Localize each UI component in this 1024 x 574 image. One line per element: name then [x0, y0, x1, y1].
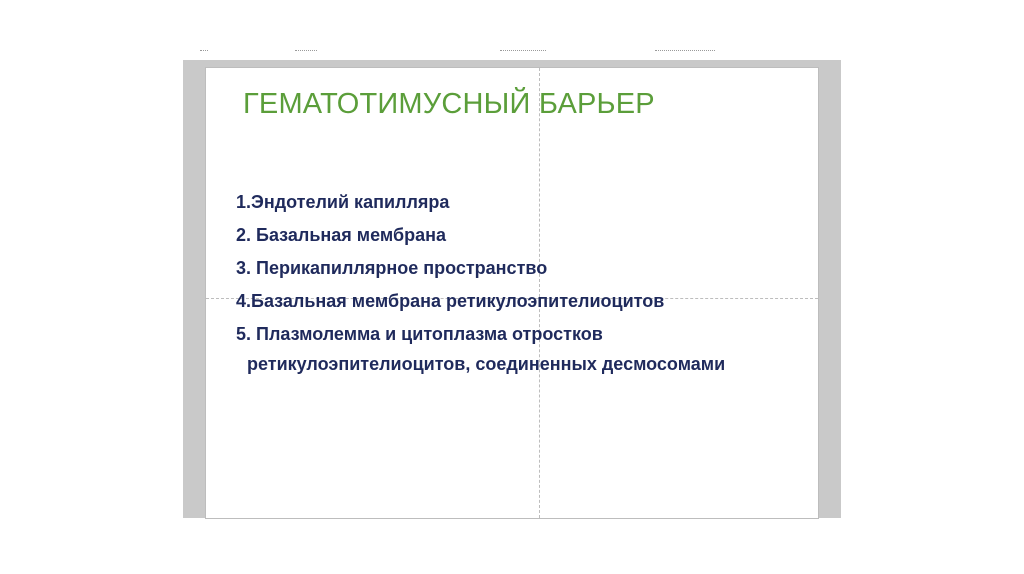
ruler-tick — [655, 50, 715, 55]
list-item — [236, 318, 725, 377]
list-item — [236, 285, 725, 318]
list-item-text: 3. Перикапиллярное пространство — [236, 258, 548, 278]
ruler-tick — [295, 50, 317, 55]
list-item-text: 1.Эндотелий капилляра — [236, 192, 450, 212]
list-item — [236, 186, 725, 219]
list-item-text: 5. Плазмолемма и цитоплазма отростков — [236, 324, 603, 344]
list-item — [236, 252, 725, 285]
list-item-text: 4.Базальная мембрана ретикулоэпителиоцитов — [236, 291, 665, 311]
list-item — [236, 219, 725, 252]
ruler-marks — [200, 50, 720, 58]
ruler-tick — [500, 50, 546, 55]
slide-title: ГЕМАТОТИМУСНЫЙ БАРЬЕР — [243, 88, 655, 120]
slide-page[interactable] — [206, 68, 818, 518]
list-item-continuation: ретикулоэпителиоцитов, соединенных десмосомами — [247, 354, 726, 374]
ruler-tick — [200, 50, 208, 55]
list-item-text: 2. Базальная мембрана — [236, 225, 446, 245]
slide-body-list — [236, 186, 725, 377]
slide-editor-frame — [183, 60, 841, 518]
